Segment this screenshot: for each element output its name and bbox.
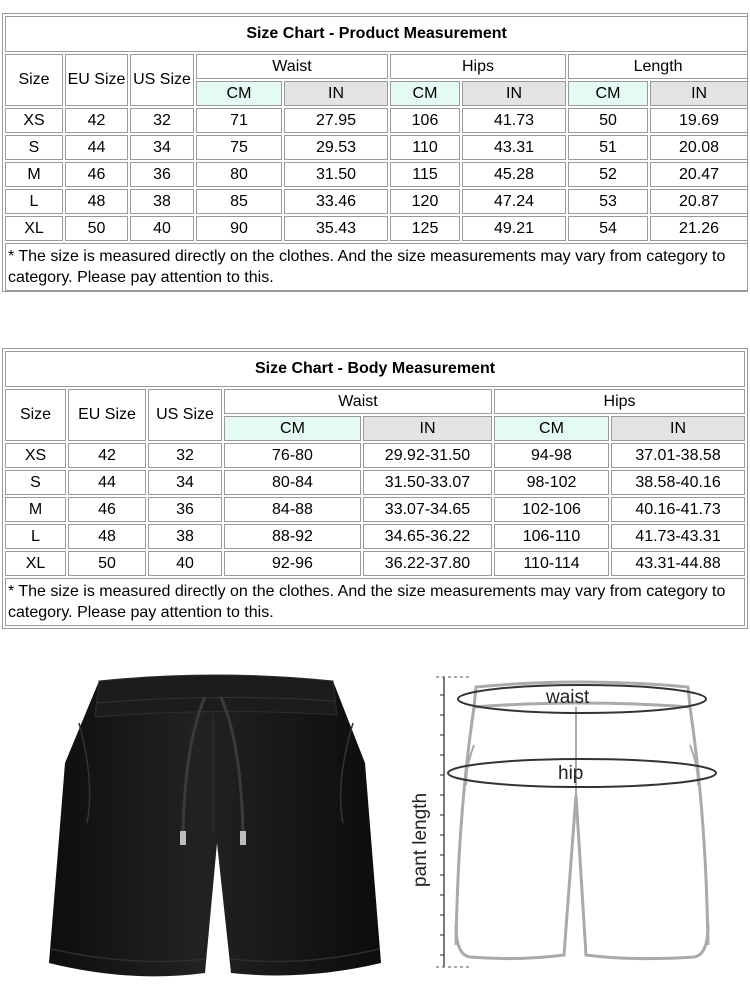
table-cell: 44 (65, 135, 128, 160)
product-figure (0, 655, 750, 1000)
table-cell: 50 (568, 108, 648, 133)
table-cell: 106 (390, 108, 460, 133)
table-row (5, 443, 745, 468)
body-size-chart (2, 348, 748, 629)
table-cell: XS (5, 443, 66, 468)
table-cell: 32 (148, 443, 222, 468)
shorts-outline (456, 682, 708, 959)
table-cell: 31.50 (284, 162, 388, 187)
table-cell: 84-88 (224, 497, 361, 522)
product-chart-title: Size Chart - Product Measurement (5, 16, 748, 52)
table-cell: 43.31-44.88 (611, 551, 745, 576)
header-hips: Hips (494, 389, 745, 414)
header-size: Size (5, 54, 63, 106)
table-cell: S (5, 135, 63, 160)
table-cell: 90 (196, 216, 282, 241)
table-row (5, 135, 748, 160)
table-cell: 47.24 (462, 189, 566, 214)
header-cm: CM (224, 416, 361, 441)
table-cell: 36 (130, 162, 194, 187)
table-cell: 42 (68, 443, 146, 468)
table-cell: 21.26 (650, 216, 748, 241)
table-cell: 27.95 (284, 108, 388, 133)
table-cell: 38 (130, 189, 194, 214)
header-us-size: US Size (148, 389, 222, 441)
header-us-size: US Size (130, 54, 194, 106)
header-size: Size (5, 389, 66, 441)
table-cell: M (5, 162, 63, 187)
table-cell: 35.43 (284, 216, 388, 241)
table-cell: 38 (148, 524, 222, 549)
table-cell: 85 (196, 189, 282, 214)
table-cell: 52 (568, 162, 648, 187)
header-eu-size: EU Size (68, 389, 146, 441)
table-cell: 71 (196, 108, 282, 133)
table-cell: 43.31 (462, 135, 566, 160)
table-cell: XL (5, 216, 63, 241)
product-size-table (3, 14, 750, 293)
table-cell: 110 (390, 135, 460, 160)
table-row (5, 470, 745, 495)
table-cell: 44 (68, 470, 146, 495)
table-cell: 94-98 (494, 443, 609, 468)
table-cell: XL (5, 551, 66, 576)
header-cm: CM (568, 81, 648, 106)
table-cell: 36.22-37.80 (363, 551, 492, 576)
table-cell: XS (5, 108, 63, 133)
table-cell: 20.47 (650, 162, 748, 187)
table-cell: 40.16-41.73 (611, 497, 745, 522)
table-row (5, 216, 748, 241)
header-cm: CM (494, 416, 609, 441)
table-cell: 54 (568, 216, 648, 241)
table-cell: 50 (68, 551, 146, 576)
table-cell: 92-96 (224, 551, 361, 576)
table-cell: 42 (65, 108, 128, 133)
table-cell: 34.65-36.22 (363, 524, 492, 549)
table-cell: 98-102 (494, 470, 609, 495)
product-size-chart (2, 13, 748, 292)
header-in: IN (650, 81, 748, 106)
table-cell: 106-110 (494, 524, 609, 549)
header-in: IN (462, 81, 566, 106)
body-chart-title: Size Chart - Body Measurement (5, 351, 745, 387)
table-cell: 110-114 (494, 551, 609, 576)
table-cell: 29.53 (284, 135, 388, 160)
product-chart-note: * The size is measured directly on the clothes. And the size measurements may vary from category to category. Please pay attention to this. (5, 243, 748, 291)
table-cell: 80-84 (224, 470, 361, 495)
table-row (5, 551, 745, 576)
header-eu-size: EU Size (65, 54, 128, 106)
table-cell: 88-92 (224, 524, 361, 549)
header-cm: CM (390, 81, 460, 106)
table-cell: S (5, 470, 66, 495)
table-row (5, 162, 748, 187)
header-in: IN (611, 416, 745, 441)
table-cell: 36 (148, 497, 222, 522)
table-cell: 33.46 (284, 189, 388, 214)
table-cell: 45.28 (462, 162, 566, 187)
table-cell: 50 (65, 216, 128, 241)
table-cell: 29.92-31.50 (363, 443, 492, 468)
table-cell: L (5, 189, 63, 214)
header-in: IN (363, 416, 492, 441)
table-row (5, 189, 748, 214)
table-cell: 20.08 (650, 135, 748, 160)
header-in: IN (284, 81, 388, 106)
table-row (5, 497, 745, 522)
table-cell: 40 (148, 551, 222, 576)
table-cell: 40 (130, 216, 194, 241)
table-cell: 46 (65, 162, 128, 187)
table-cell: 125 (390, 216, 460, 241)
table-row (5, 108, 748, 133)
header-waist: Waist (224, 389, 492, 414)
table-cell: 46 (68, 497, 146, 522)
table-cell: 34 (148, 470, 222, 495)
table-cell: 34 (130, 135, 194, 160)
table-cell: M (5, 497, 66, 522)
table-cell: 19.69 (650, 108, 748, 133)
table-cell: 51 (568, 135, 648, 160)
waist-label: waist (546, 687, 590, 708)
table-row (5, 524, 745, 549)
table-cell: L (5, 524, 66, 549)
table-cell: 49.21 (462, 216, 566, 241)
hip-label: hip (558, 763, 584, 784)
table-cell: 37.01-38.58 (611, 443, 745, 468)
table-cell: 48 (68, 524, 146, 549)
measurement-diagram (400, 655, 750, 1000)
table-cell: 75 (196, 135, 282, 160)
table-cell: 53 (568, 189, 648, 214)
table-cell: 115 (390, 162, 460, 187)
table-cell: 31.50-33.07 (363, 470, 492, 495)
header-cm: CM (196, 81, 282, 106)
table-cell: 41.73-43.31 (611, 524, 745, 549)
pant-length-label: pant length (410, 792, 431, 887)
body-chart-note: * The size is measured directly on the clothes. And the size measurements may vary from category to category. Please pay attention to this. (5, 578, 745, 626)
table-cell: 32 (130, 108, 194, 133)
table-cell: 120 (390, 189, 460, 214)
table-cell: 38.58-40.16 (611, 470, 745, 495)
table-cell: 33.07-34.65 (363, 497, 492, 522)
table-cell: 48 (65, 189, 128, 214)
header-length: Length (568, 54, 748, 79)
table-cell: 102-106 (494, 497, 609, 522)
table-cell: 20.87 (650, 189, 748, 214)
header-hips: Hips (390, 54, 566, 79)
header-waist: Waist (196, 54, 388, 79)
shorts-product-photo (35, 663, 395, 993)
table-cell: 76-80 (224, 443, 361, 468)
table-cell: 41.73 (462, 108, 566, 133)
body-size-table (3, 349, 747, 628)
table-cell: 80 (196, 162, 282, 187)
